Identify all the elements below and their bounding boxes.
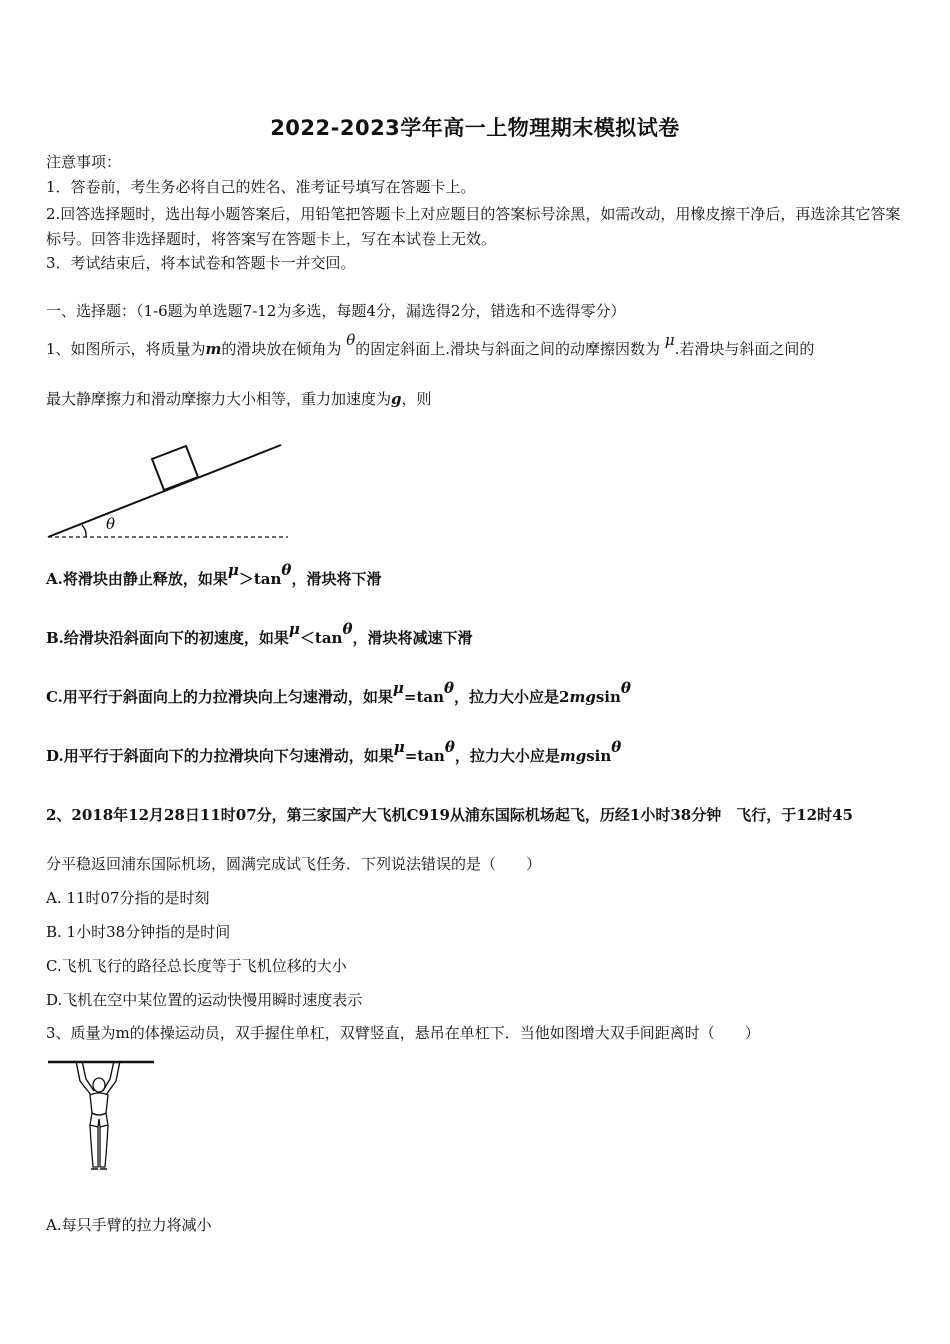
notice-item-2: 2.回答选择题时，选出每小题答案后，用铅笔把答题卡上对应题目的答案标号涂黑，如需改动，用橡皮擦干净后，再选涂其它答案标号。回答非选择题时，将答案写在答题卡上，写在本试卷上无效。 — [46, 205, 901, 248]
page-title: 2022-2023学年高一上物理期末模拟试卷 — [270, 116, 680, 140]
theta-symbol: θ — [346, 331, 356, 349]
notice-item-3: 3．考试结束后，将本试卷和答题卡一并交回。 — [46, 254, 356, 272]
q1-option-a: A.将滑块由静止释放，如果μ＞tanθ，滑块将下滑 — [46, 561, 382, 588]
q2-stem-line1: 2、2018年12月28日11时07分，第三家国产大飞机C919从浦东国际机场起飞，历经1小时38分钟 飞行，于12时45 — [46, 806, 853, 824]
q2-stem-line2: 分平稳返回浦东国际机场，圆满完成试飞任务．下列说法错误的是（ ） — [46, 855, 542, 873]
q1-option-d: D.用平行于斜面向下的力拉滑块向下匀速滑动，如果μ=tanθ，拉力大小应是mgsinθ — [46, 738, 622, 765]
notice-heading: 注意事项： — [46, 153, 122, 171]
q2-option-d: D.飞机在空中某位置的运动快慢用瞬时速度表示 — [46, 991, 363, 1009]
section-heading: 一、选择题：（1-6题为单选题7-12为多选，每题4分，漏选得2分，错选和不选得零分） — [46, 302, 626, 320]
q1-option-b: B.给滑块沿斜面向下的初速度，如果μ＜tanθ，滑块将减速下滑 — [46, 620, 473, 647]
mu-symbol: μ — [664, 331, 675, 349]
gymnast-figure — [46, 1055, 156, 1175]
incline-figure — [46, 440, 296, 545]
q2-option-c: C.飞机飞行的路径总长度等于飞机位移的大小 — [46, 957, 347, 975]
q3-option-a: A.每只手臂的拉力将减小 — [46, 1216, 212, 1234]
q1-option-c: C.用平行于斜面向上的力拉滑块向上匀速滑动，如果μ=tanθ，拉力大小应是2mgsinθ — [46, 679, 631, 706]
incline-angle-label: θ — [106, 515, 116, 533]
q2-option-b: B. 1小时38分钟指的是时间 — [46, 923, 231, 941]
q3-stem: 3、质量为m的体操运动员，双手握住单杠，双臂竖直，悬吊在单杠下．当他如图增大双手间距离时（ ） — [46, 1024, 760, 1042]
notice-item-1: 1．答卷前，考生务必将自己的姓名、准考证号填写在答题卡上。 — [46, 178, 476, 196]
q2-option-a: A. 11时07分指的是时刻 — [46, 889, 210, 907]
q1-stem-line1: 1、如图所示，将质量为m的滑块放在倾角为 θ的固定斜面上.滑块与斜面之间的动摩擦因数为 μ.若滑块与斜面之间的 — [46, 331, 815, 358]
q1-stem-line2: 最大静摩擦力和滑动摩擦力大小相等，重力加速度为g，则 — [46, 390, 432, 408]
